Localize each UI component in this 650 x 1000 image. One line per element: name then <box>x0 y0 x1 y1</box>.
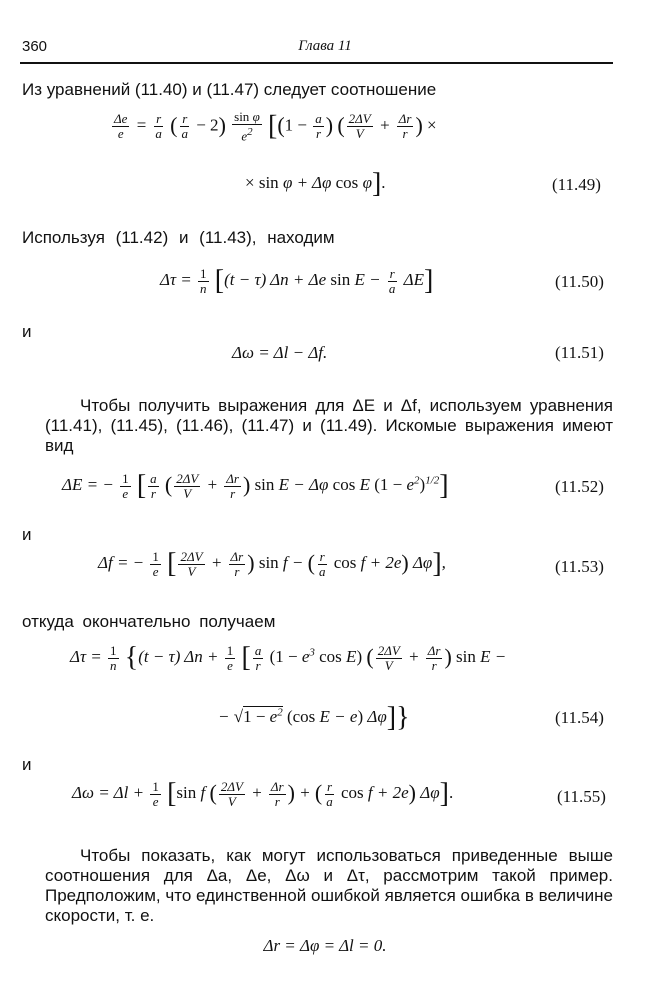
equation-number-11-50: (11.50) <box>555 272 604 291</box>
equation-11-50: Δτ = $\frac{1}{n}$ [(t − τ) Δn + Δe sin E − $\frac{r}{a}$ ΔE] <box>160 265 434 296</box>
equation-number-11-49: (11.49) <box>552 175 601 194</box>
equation-11-53: Δf = − $\frac{1}{e}$ [ $\frac{2\Delta V}{V}$ + $\frac{\Delta r}{r}$ ) sin f − ( $\frac{r}{a}$ cos f + 2e) Δφ], <box>98 548 446 579</box>
equation-number-11-53: (11.53) <box>555 557 604 576</box>
paragraph-2: Чтобы показать, как могут использоваться приведенные выше соотношения для Δa, Δe, Δω и Δτ, рассмотрим такой пример. Предположим, что единственной ошибкой является ошибка в величине скорости, т. е. <box>45 846 613 925</box>
paragraph-1: Чтобы получить выражения для ΔE и Δf, используем уравнения (11.41), (11.45), (11.46), (11.47) и (11.49). Искомые выражения имеют вид <box>45 396 613 455</box>
equation-number-11-52: (11.52) <box>555 477 604 496</box>
intro-text-3: откуда окончательно получаем <box>22 612 276 631</box>
final-equation: Δr = Δφ = Δl = 0. <box>263 936 387 955</box>
and-text-1: и <box>22 322 32 341</box>
equation-11-54-line2: − $√1 - e^2$ (cos E − e) Δφ]} <box>218 702 410 733</box>
equation-11-55: Δω = Δl + $\frac{1}{e}$ [sin f ( $\frac{2\Delta V}{V}$ + $\frac{\Delta r}{r}$ ) + ( $\frac{r}{a}$ cos f + 2e) Δφ]. <box>72 778 454 809</box>
equation-number-11-55: (11.55) <box>557 787 606 806</box>
equation-11-49-line1: $\frac{\Delta e}{e}$ = $\frac{r}{a}$ ( $\frac{r}{a}$ − 2) $\frac{\text{sin φ}}{e^2}$ [(1 − $\frac{a}{r}$ ) ( $\frac{2\Delta V}{V}$ + $\frac{\Delta r}{r}$ ) × <box>114 109 437 144</box>
equation-11-49-line2: × sin φ + Δφ cos φ]. <box>245 168 386 199</box>
chapter-title: Глава 11 <box>298 38 352 54</box>
page-number: 360 <box>22 38 48 55</box>
equation-11-52: ΔE = − $\frac{1}{e}$ [ $\frac{a}{r}$ ( $\frac{2\Delta V}{V}$ + $\frac{\Delta r}{r}$ ) sin E − Δφ cos E $(1 - e^2)^{1/2}$] <box>62 470 449 501</box>
intro-text-1: Из уравнений (11.40) и (11.47) следует соотношение <box>22 80 437 99</box>
and-text-3: и <box>22 755 32 774</box>
equation-number-11-51: (11.51) <box>555 343 604 362</box>
and-text-2: и <box>22 525 32 544</box>
equation-11-51: Δω = Δl − Δf. <box>232 343 328 362</box>
equation-number-11-54: (11.54) <box>555 708 604 727</box>
header-rule <box>20 62 613 64</box>
equation-11-54-line1: Δτ = $\frac{1}{n}$ {(t − τ) Δn + $\frac{1}{e}$ [ $\frac{a}{r}$ ($1 - e^3$ cos E) ( $\frac{2\Delta V}{V}$ + $\frac{\Delta r}{r}$ ) sin E − <box>70 642 507 673</box>
intro-text-2: Используя (11.42) и (11.43), находим <box>22 228 335 247</box>
